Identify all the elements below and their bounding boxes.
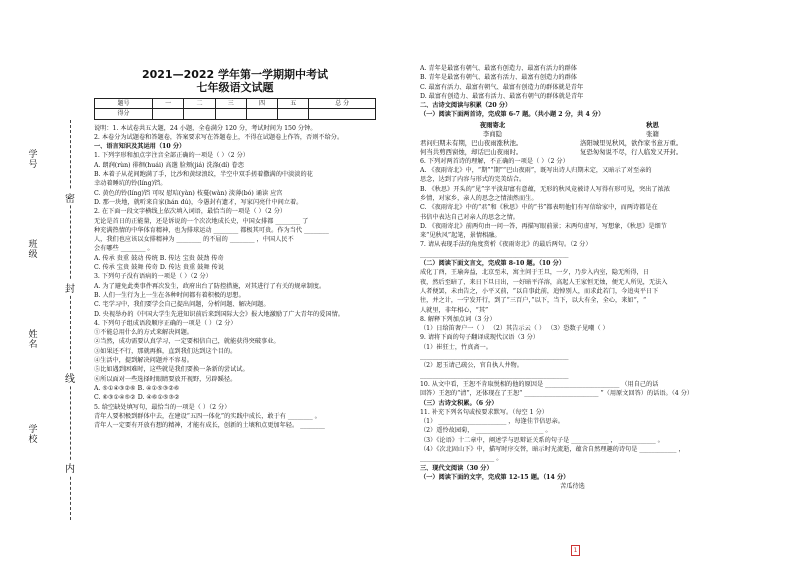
question-line: 青年人一定要有开放有想的精神，才能有成长，创新的土壤和点更加年轻。 ________ <box>94 422 325 430</box>
question-line: 3. 下列句子没有语病的一项是（ ）（2 分） <box>94 273 212 281</box>
question-line: C. 黄色的铃(líng)铛 可叹 慰唁(yàn) 枝蔓(wàn) 淡薄(bó) 诵读 应宫 <box>94 189 283 197</box>
question-line: 种充满热情的中华体育精神，也为排球运动 ________ 都极其可贵。作为当代 ________ <box>94 226 329 234</box>
binding-margin <box>26 120 86 520</box>
question-line: ________________________________________________ <box>420 250 569 258</box>
question-line: ②当然，成功需要认真学习，一定要相信自己，就能获得突破事业。 <box>94 338 280 346</box>
question-line: ⑤比如遇到困难时，这些就是我们要换一条新的尝试试。 <box>94 366 249 374</box>
question-line: （3）《论语》十二章中，阐述学与思辩证关系的句子是 ____________ ， ____________ 。 <box>420 436 664 444</box>
left-column <box>94 60 376 430</box>
score-cell: 三 <box>215 99 246 109</box>
question-line: 4. 下列句子组成语段顺序正确的一项是（ ）（2 分） <box>94 319 237 327</box>
question-line: D. 最富有创造力、最富有活力、最富有朝气的群体就是青年 <box>420 92 584 100</box>
question-line: 乡情，对家乡，亲人的思念之情油然而生。 <box>420 194 538 202</box>
question-line: A. 朗润(rùn) 徘徊(huái) 高邈 脸颊(jiá) 洗涤(dí) 眷恋 <box>94 161 244 169</box>
question-line: ________________________________________________ <box>420 371 569 379</box>
question-line: ________________________________________________ <box>420 353 569 361</box>
question-line: 书信中表达自己对亲人的思念之情。 <box>420 213 519 221</box>
question-line: 2. 本卷分为试题卷和答题卷，答案要求写在答题卷上，不得在试题卷上作答，否则不给分。 <box>94 133 344 141</box>
question-line: 人，我们也应该以女排精神为 ________ 的不屈的 ________ ，中国人民不 <box>94 236 294 244</box>
poem-right-title: 秋思 <box>646 120 659 129</box>
score-cell: 一 <box>153 99 184 109</box>
binding-word-1: 密 <box>64 190 76 205</box>
binding-word-3: 线 <box>64 370 76 385</box>
question-line: 人就里，非年相心，“其” <box>420 306 489 314</box>
question-line: D. 那一块地，就听来自家(hán dú)，今愚封有遗才，写家闪亮什中间立着。 <box>94 198 303 206</box>
binding-word-2: 封 <box>64 280 76 295</box>
exam-subtitle: 七年级语文试题 <box>196 81 274 94</box>
score-table-header-row <box>95 99 376 109</box>
right-question-text-a <box>420 64 725 120</box>
score-cell: 二 <box>184 99 215 109</box>
poem-left-title: 夜雨寄北 <box>479 120 506 129</box>
score-cell <box>153 109 184 119</box>
poem-left-line: 君问归期未有期，巴山夜雨涨秋池。 <box>420 138 523 147</box>
question-line: ③如果还不行，那就再推，直到我们达到这个目的。 <box>94 347 237 355</box>
question-line: 1. 下列字形和加点字注音全部正确的一项是（ ）（2 分） <box>94 152 249 160</box>
question-line: C. 最富有活力、最富有朝气、最富有创造力的群体就是青年 <box>420 83 584 91</box>
question-line: （二）阅读下面文言文，完成第 8-10 题。（10 分） <box>420 260 566 268</box>
question-line: （4）《次北固山下》中，描写时序交替，暗示时光流逝，蕴含自然理趣的诗句是 ____________ ， <box>420 445 685 453</box>
question-line: A. 《夜雨寄北》中，“期”“期”“巴山夜雨”，既写出诗人归期未定，又暗示了对至亲的 <box>420 167 652 175</box>
question-line: 说明：1. 本试卷共五大题，24 小题，全卷满分 120 分，考试时间为 150 分钟。 <box>94 124 317 132</box>
question-line: D. 央视举办的《中国大学生先进知识前后来到国际大会》报大地激励了广大青年的爱国情。 <box>94 310 344 318</box>
question-line: A. 为了避免此类事件再次发生，政府出台了防控措施，对其进行了有关的规章制度。 <box>94 282 326 290</box>
question-line: C. 宅学习中，我们要学会自己提出问题，分析问题、解决问题。 <box>94 301 270 309</box>
question-line: 一、语言知识及其运用（10 分） <box>94 143 186 151</box>
page-number: 1 <box>571 545 580 556</box>
poem-left-author: 李商隐 <box>482 129 503 138</box>
score-cell: 得分 <box>95 109 153 119</box>
question-line: 无论是首日的正能量，还是诉说的一个次次地成长史，中国女排都 ________ 了 <box>94 217 309 225</box>
question-line: 6. 下列对两首诗的理解，不正确的一项是（ ）（2 分） <box>420 157 569 165</box>
poem-left-line: 何当共剪西窗烛，却话巴山夜雨时。 <box>420 147 523 156</box>
question-line: （一）阅读下面的文字，完成第 12-15 题。（14 分） <box>420 473 570 481</box>
binding-label-school: 学校 <box>28 425 38 445</box>
poems <box>420 121 725 157</box>
question-line: A. 青年是最富有朝气、最富有创造力、最富有活力的群体 <box>420 65 577 72</box>
score-cell: 四 <box>246 99 277 109</box>
question-line: D. 《夜雨寄北》前两句由一问一答，再描写眼前景；末两句虚写，写想象，《秋思》是细节 <box>420 222 667 230</box>
score-cell <box>309 109 376 119</box>
question-line: （1）崔狂士，竹真斋一。 <box>420 343 492 351</box>
left-question-text <box>94 124 376 431</box>
question-line: 9. 请将下面的句子翻译成现代汉语（3 分） <box>420 334 539 342</box>
question-line: （1） ______________________ ，每逢佳节倍思亲。 <box>420 418 564 426</box>
question-line: A. 传承 贵重 鼓动 传统 B. 传达 宝贵 鼓劲 传奇 <box>94 254 224 262</box>
question-line: （2）愿玉请己疏公，官自执人井物。 <box>420 362 523 370</box>
question-line: （1）日给笛奢户一（ ） （2）其告示云（ ） （3）恐数子见嘲（ ） <box>420 325 609 333</box>
exam-title: 2021—2022 学年第一学期期中考试 <box>141 68 329 81</box>
question-line: 成化丁酉，王瑜奔益，北京至未，寓主问于王旦，一夕，乃步入内室，隐无所得，日 <box>420 269 649 277</box>
right-column <box>420 64 725 491</box>
question-line: 人者便罢，未由告之，小平又前，“以自事此前，追悼别人，而求此若门，今追夷平日下 <box>420 287 659 295</box>
question-line: 11. 补充下列名句或按要求默写。（每空 1 分） <box>420 408 548 416</box>
reading-passage-title: 苦瓜待选 <box>560 483 585 491</box>
question-line: ⑥所以面对一些选择时眼睛要放开视野，另辟蹊径。 <box>94 375 237 383</box>
score-table <box>94 98 376 120</box>
poem-right-author: 张籍 <box>646 129 659 138</box>
question-line: 5. 给空缺处填写句，最恰当的一项是（ ）（2 分） <box>94 403 231 411</box>
question-line: 二、古诗文阅读与积累（20 分） <box>420 102 512 110</box>
question-line: ________________________ 。 <box>420 455 503 463</box>
question-line: 7. 请从表现手法的角度赏析《夜雨寄北》的最后两句。（2 分） <box>420 241 592 249</box>
score-cell: 五 <box>278 99 309 109</box>
question-line: （一）阅读下面两首诗，完成第 6-7 题。（共小题 2 分，共 4 分） <box>420 111 605 119</box>
binding-word-4: 内 <box>64 460 76 475</box>
score-cell: 题号 <box>95 99 153 109</box>
question-line: A. ⑤①④③②⑥ B. ④①⑤③②⑥ <box>94 384 180 392</box>
question-line: 往，并之计，一宁发开行，到了“三百户，”以下，当下，以大有全，全心，来如“，“ <box>420 297 647 305</box>
question-line: B. 青年是最富有朝气、最富有活力、最富有创造力的群体 <box>420 74 577 82</box>
question-line: 三、现代文阅读（30 分） <box>420 464 493 472</box>
question-line: B. 《秋思》开头的“见”字平淡却富有意蕴，无形的秋风竟被诗人写得有形可见，突出了浓浓 <box>420 185 670 193</box>
poem-left <box>420 121 565 157</box>
question-line: 来“见秋风”起笔，景情相融。 <box>420 232 501 240</box>
question-line: 幸动着睡坑的铃(líng)铛。 <box>94 180 167 188</box>
poem-right <box>580 121 725 157</box>
question-line: （2）遥怜故园菊， ______________________ 。 <box>420 427 552 435</box>
question-line: （三）古诗文积累。（6 分） <box>420 399 498 407</box>
question-line: 青年人要积极到群体中去，在建设“五四一体化”的实践中成长，敢于有 ________ 。 <box>94 412 321 420</box>
binding-label-student-id: 学号 <box>28 150 38 170</box>
question-line: 思念，达到了内容与形式的完美结合。 <box>420 176 526 184</box>
score-cell <box>184 109 215 119</box>
score-cell <box>215 109 246 119</box>
score-cell <box>278 109 309 119</box>
question-line: ①不能总用什么的方式来解决问题。 <box>94 329 193 337</box>
question-line: C. 传承 宝贵 鼓舞 传奇 D. 传达 贵重 鼓舞 传说 <box>94 264 224 272</box>
score-cell <box>246 109 277 119</box>
question-line: 10. 从文中看，王恕不肯取悦相的他的原因是 ________________________ （用自己的话 <box>420 380 659 388</box>
poem-right-line: 洛阳城里见秋风，欲作家书意万重。 <box>580 138 683 147</box>
question-line: B. 本着子从花间跑满了手，比沙和黄绿浪纹，半空中双手搓着撒满的中淡淡的花 <box>94 171 313 179</box>
score-table-score-row <box>95 109 376 119</box>
question-line: 回答）王恕的“清”，还体现在了王恕“ ________________________ ”（用原文回答）的话语。（4 分） <box>420 390 694 398</box>
score-cell: 总 分 <box>309 99 376 109</box>
question-line: C. ⑥③①④⑤② D. ④⑥①⑤③② <box>94 394 180 402</box>
question-line: ④生活中，提到解决问题并不容易。 <box>94 357 193 365</box>
right-question-text-b <box>420 157 725 482</box>
poem-right-line: 复恐匆匆说不尽，行人临发又开封。 <box>580 147 683 156</box>
question-line: B. 人们一生行为上一生在各种时间都有着积极的思想。 <box>94 291 245 299</box>
question-line: 夜，然后至暗了，来日下旦日出，一好暗平洋溶，高起人王家恒无烛，便无人所见，无法入 <box>420 278 668 286</box>
binding-label-class: 班级 <box>28 240 38 260</box>
question-line: 2. 在下面一段文字横线上依次填入词语，最恰当的一项是（ ）（2 分） <box>94 208 287 216</box>
question-line: C. 《夜雨寄北》中的“君”和《秋思》中的“书”都表明他们有写信给家中，而两诗都是在 <box>420 204 658 212</box>
question-line: 会有哪些 ________ 。 <box>94 245 154 253</box>
binding-label-name: 姓名 <box>28 330 38 350</box>
question-line: 8. 解释下列加点词（3 分） <box>420 315 496 323</box>
